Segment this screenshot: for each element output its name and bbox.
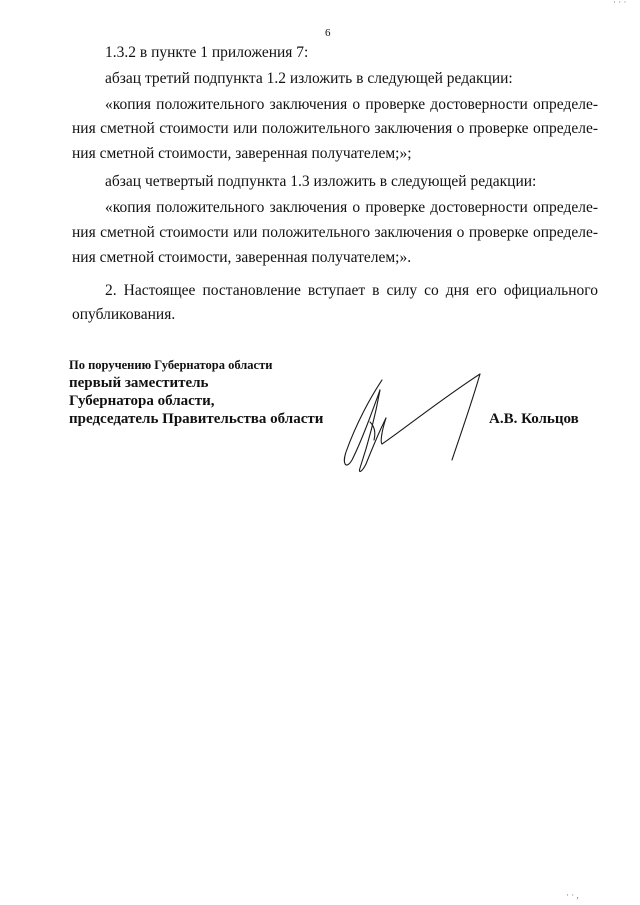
signer-name: А.В. Кольцов [489, 411, 579, 427]
paragraph-3-line-2: ния сметной стоимости или положительного заключения о проверке определе- [72, 120, 598, 137]
signature-line-3: Губернатора области, [69, 393, 215, 409]
signature-line-4: председатель Правительства области [69, 411, 324, 427]
paragraph-5-line-2: ния сметной стоимости или положительного заключения о проверке определе- [72, 224, 598, 241]
scan-mark-bottom: · · , [566, 890, 579, 900]
paragraph-3-line-3: ния сметной стоимости, заверенная получателем;»; [72, 145, 412, 162]
signature-line-1: По поручению Губернатора области [69, 358, 273, 372]
paragraph-5-line-3: ния сметной стоимости, заверенная получателем;». [72, 249, 412, 266]
paragraph-6-line-2: опубликования. [72, 306, 176, 323]
page-number: 6 [325, 27, 331, 39]
handwritten-signature [330, 360, 500, 480]
paragraph-6-line-1: 2. Настоящее постановление вступает в силу со дня его официального [105, 282, 598, 299]
signature-line-2: первый заместитель [69, 375, 209, 391]
paragraph-2: абзац третий подпункта 1.2 изложить в следующей редакции: [105, 70, 513, 87]
paragraph-1: 1.3.2 в пункте 1 приложения 7: [105, 44, 309, 61]
paragraph-4: абзац четвертый подпункта 1.3 изложить в следующей редакции: [105, 173, 537, 190]
scan-mark-top: · · · [613, 0, 627, 7]
paragraph-5-line-1: «копия положительного заключения о проверке достоверности определе- [105, 199, 598, 216]
paragraph-3-line-1: «копия положительного заключения о проверке достоверности определе- [105, 96, 598, 113]
